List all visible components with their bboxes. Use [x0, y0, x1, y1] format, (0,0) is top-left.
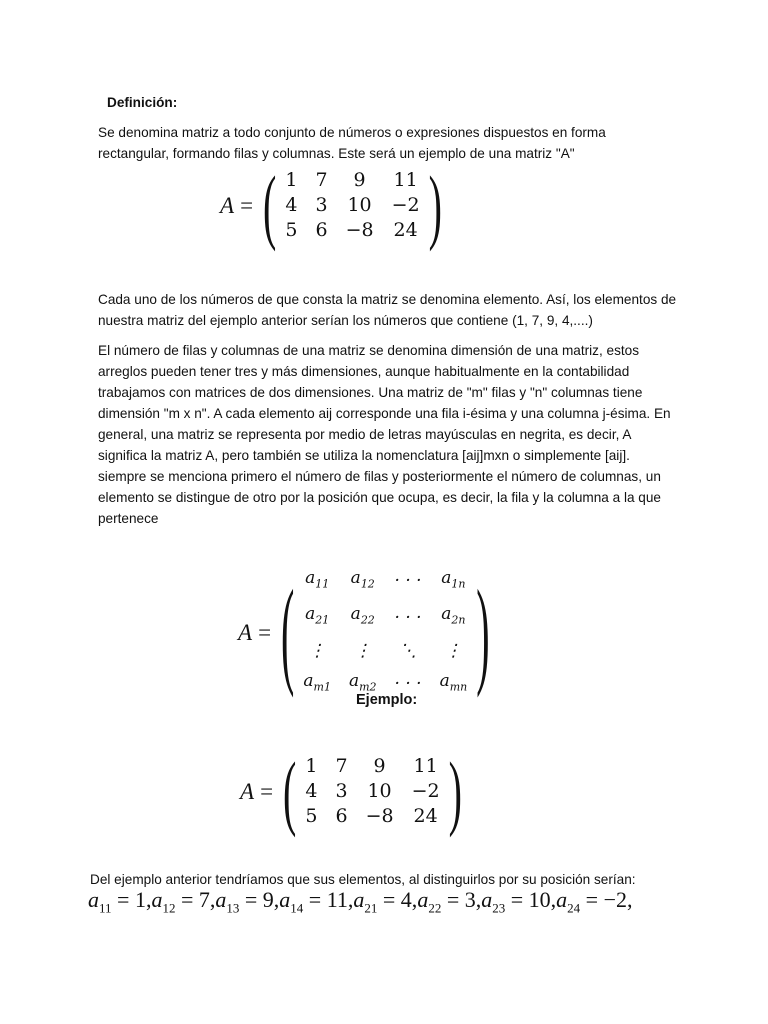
matrix-row: [296, 779, 448, 804]
matrix-table: [276, 168, 428, 243]
matrix-label: A =: [220, 192, 254, 218]
definition-paragraph: Se denomina matriz a todo conjunto de números o expresiones dispuestos en forma rectangular, formando filas y columnas. Este será un ejemplo de una matriz "A": [98, 125, 606, 161]
matrix-cell: −2: [411, 780, 440, 802]
element-equation: $a_{12} = 7$,: [151, 887, 216, 916]
left-paren: (: [281, 563, 295, 699]
matrix-label: A =: [238, 619, 272, 645]
matrix-cell: 7: [315, 169, 328, 191]
matrix-label: A =: [240, 778, 274, 804]
element-equation: $a_{22} = 3$,: [417, 887, 482, 916]
matrix-row: [296, 754, 448, 779]
matrix-cell: $a_{2n}$: [441, 604, 466, 627]
matrix-cell: 11: [413, 755, 438, 777]
matrix-cell: −2: [391, 194, 420, 216]
matrix-cell: 5: [305, 805, 318, 827]
matrix-cell: $a_{1n}$: [441, 568, 466, 591]
matrix-cell: $a_{11}$: [305, 568, 330, 591]
matrix-cell: $a_{m1}$: [303, 670, 331, 694]
matrix-cell: ⋮: [354, 640, 372, 661]
matrix-cell: 3: [335, 780, 348, 802]
right-paren: ): [428, 157, 442, 252]
matrix-cell: 9: [353, 169, 366, 191]
matrix-table: [296, 754, 448, 829]
matrix-cell: −8: [365, 805, 394, 827]
matrix-table: [294, 563, 476, 702]
right-paren: ): [448, 743, 462, 838]
left-paren: (: [263, 157, 277, 252]
matrix-row: [276, 193, 428, 218]
matrix-row: [296, 804, 448, 829]
matrix-cell: 11: [393, 169, 418, 191]
matrix-cell: ⋮: [308, 640, 326, 661]
matrix-cell: 24: [393, 219, 418, 241]
element-equation: $a_{14} = 11$,: [279, 887, 354, 916]
matrix-cell: 1: [305, 755, 318, 777]
matrix-cell: 10: [347, 194, 372, 216]
example-heading: Ejemplo:: [356, 692, 418, 708]
left-paren: (: [283, 743, 297, 838]
matrix-row: [276, 218, 428, 243]
matrix-cell: $a_{22}$: [350, 604, 375, 627]
matrix-cell: 3: [315, 194, 328, 216]
matrix-example-1: [220, 157, 442, 252]
matrix-cell: ⋱: [399, 640, 417, 661]
elements-line: [88, 887, 632, 916]
matrix-cell: · · ·: [394, 673, 422, 694]
matrix-cell: 1: [285, 169, 298, 191]
matrix-cell: 6: [315, 219, 328, 241]
element-equation: $a_{11} = 1$,: [88, 887, 152, 916]
matrix-cell: 6: [335, 805, 348, 827]
matrix-cell: 7: [335, 755, 348, 777]
matrix-cell: 4: [285, 194, 298, 216]
definition-heading: Definición:: [107, 95, 178, 110]
matrix-cell: 9: [373, 755, 386, 777]
elements-paragraph: Cada uno de los números de que consta la matriz se denomina elemento. Así, los elementos de nuestra matriz del ejemplo anterior serían los números que contiene (1, 7, 9, 4,....): [98, 292, 677, 328]
matrix-row: [276, 168, 428, 193]
element-equation: $a_{21} = 4$,: [353, 887, 418, 916]
matrix-cell: 10: [367, 780, 392, 802]
matrix-cell: $a_{m2}$: [348, 670, 377, 694]
matrix-cell: −8: [345, 219, 374, 241]
matrix-cell: · · ·: [394, 607, 422, 628]
element-equation: $a_{23} = 10$,: [481, 887, 557, 916]
matrix-row: [294, 599, 476, 635]
matrix-cell: 5: [285, 219, 298, 241]
dimension-paragraph: El número de filas y columnas de una matriz se denomina dimensión de una matriz, estos arreglos pueden tener tres y más dimensiones, aunque habitualmente en la contabilidad trabajamos con matrices de dos dimensiones. Una matriz de "m" filas y "n" columnas tiene dimensión "m x n". A cada elemento aij corresponde una fila i-ésima y una columna j-ésima. En general, una matriz se representa por medio de letras mayúsculas en negrita, es decir, A significa la matriz A, pero también se utiliza la nomenclatura [aij]mxn o simplemente [aij]. siempre se menciona primero el número de filas y posteriormente el número de columnas, un elemento se distingue de otro por la posición que ocupa, es decir, la fila y la columna a la que pertenece: [98, 343, 671, 526]
element-equation: $a_{13} = 9$,: [215, 887, 280, 916]
right-paren: ): [476, 563, 490, 699]
matrix-row: [294, 563, 476, 599]
matrix-cell: 4: [305, 780, 318, 802]
matrix-cell: ⋮: [444, 640, 462, 661]
matrix-cell: 24: [413, 805, 438, 827]
matrix-general: [238, 563, 490, 702]
matrix-cell: $a_{12}$: [350, 568, 375, 591]
element-equation: $a_{24} = -2$,: [556, 887, 633, 916]
matrix-example-2: [240, 743, 462, 838]
matrix-row: [294, 636, 476, 666]
matrix-cell: $a_{mn}$: [439, 670, 468, 694]
matrix-cell: · · ·: [394, 571, 422, 592]
matrix-cell: $a_{21}$: [305, 604, 330, 627]
elements-intro: Del ejemplo anterior tendríamos que sus elementos, al distinguirlos por su posición serían:: [90, 872, 636, 887]
